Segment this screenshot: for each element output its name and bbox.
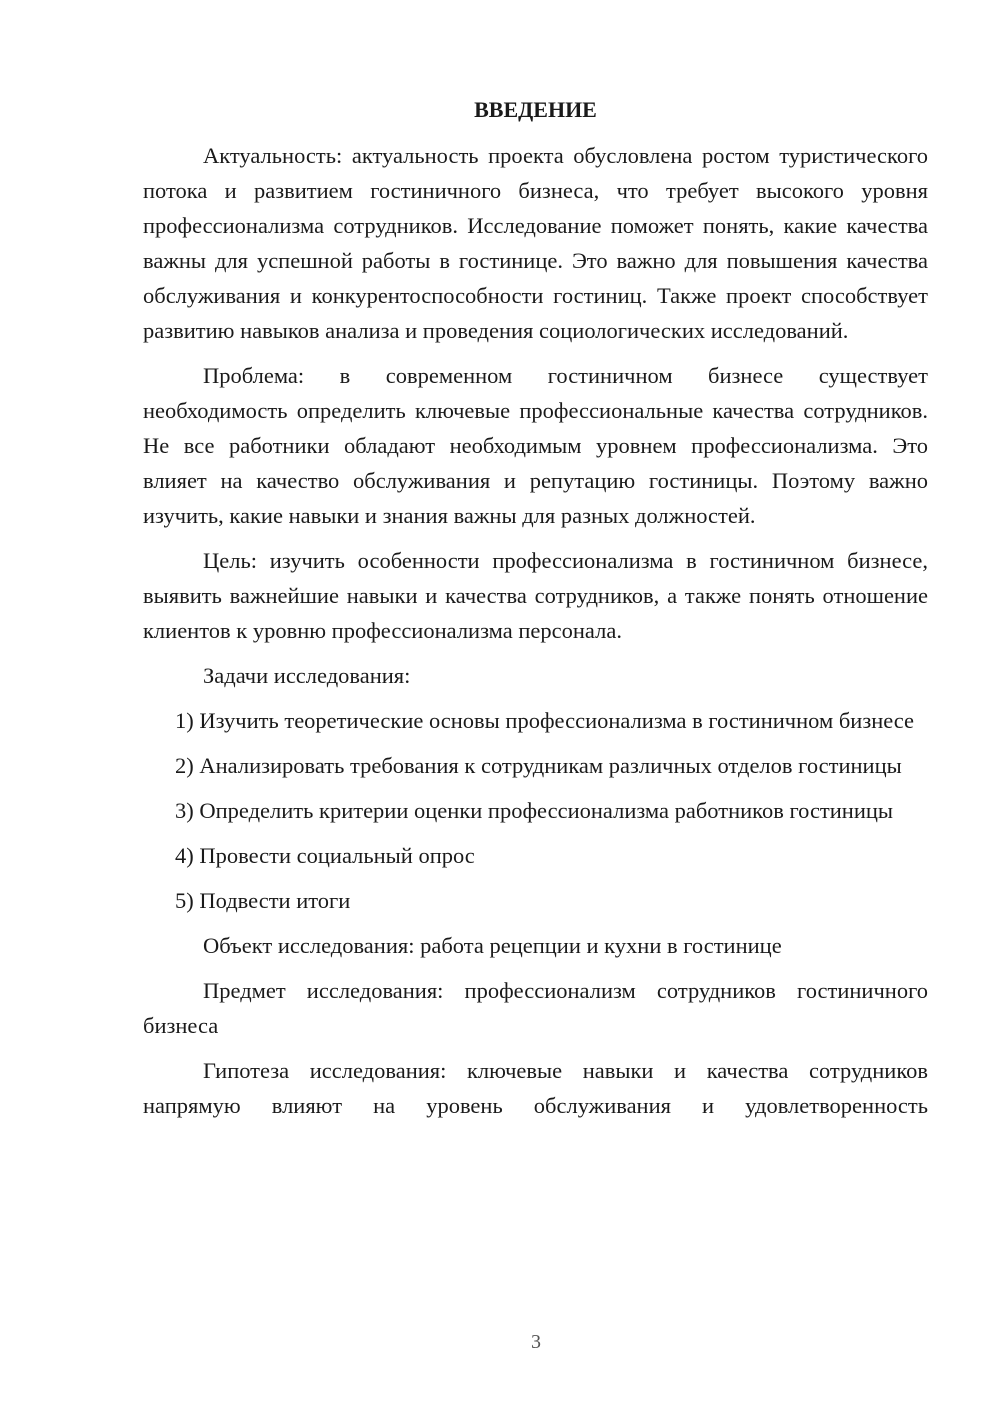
object-paragraph: Объект исследования: работа рецепции и кухни в гостинице [203,933,782,958]
task-item: 4) Провести социальный опрос [175,843,475,868]
subject-paragraph: Предмет исследования: профессионализм сотрудников гостиничного бизнеса [143,978,928,1038]
tasks-heading: Задачи исследования: [203,663,411,688]
page-title: ВВЕДЕНИЕ [474,97,597,122]
problem-paragraph: Проблема: в современном гостиничном бизнесе существует необходимость определить ключевые профессиональные качества сотрудников. Не все работники обладают необходимым уровнем профессионализма. Это влияет на качество обслуживания и репутацию гостиницы. Поэтому важно изучить, какие навыки и знания важны для разных должностей. [143,363,928,528]
page-number: 3 [531,1331,541,1353]
hypothesis-paragraph: Гипотеза исследования: ключевые навыки и качества сотрудников напрямую влияют на уровень обслуживания и удовлетворенность [143,1058,928,1118]
task-item: 1) Изучить теоретические основы профессионализма в гостиничном бизнесе [175,708,915,733]
task-item: 2) Анализировать требования к сотрудникам различных отделов гостиницы [175,753,902,778]
goal-paragraph: Цель: изучить особенности профессионализма в гостиничном бизнесе, выявить важнейшие навыки и качества сотрудников, а также понять отношение клиентов к уровню профессионализма персонала. [143,548,928,643]
task-item: 5) Подвести итоги [175,888,351,913]
task-item: 3) Определить критерии оценки профессионализма работников гостиницы [175,798,894,823]
page-content [143,95,928,1123]
relevance-paragraph: Актуальность: актуальность проекта обусловлена ростом туристического потока и развитием гостиничного бизнеса, что требует высокого уровня профессионализма сотрудников. Исследование поможет понять, какие качества важны для успешной работы в гостинице. Это важно для повышения качества обслуживания и конкурентоспособности гостиниц. Также проект способствует развитию навыков анализа и проведения социологических исследований. [143,143,928,343]
